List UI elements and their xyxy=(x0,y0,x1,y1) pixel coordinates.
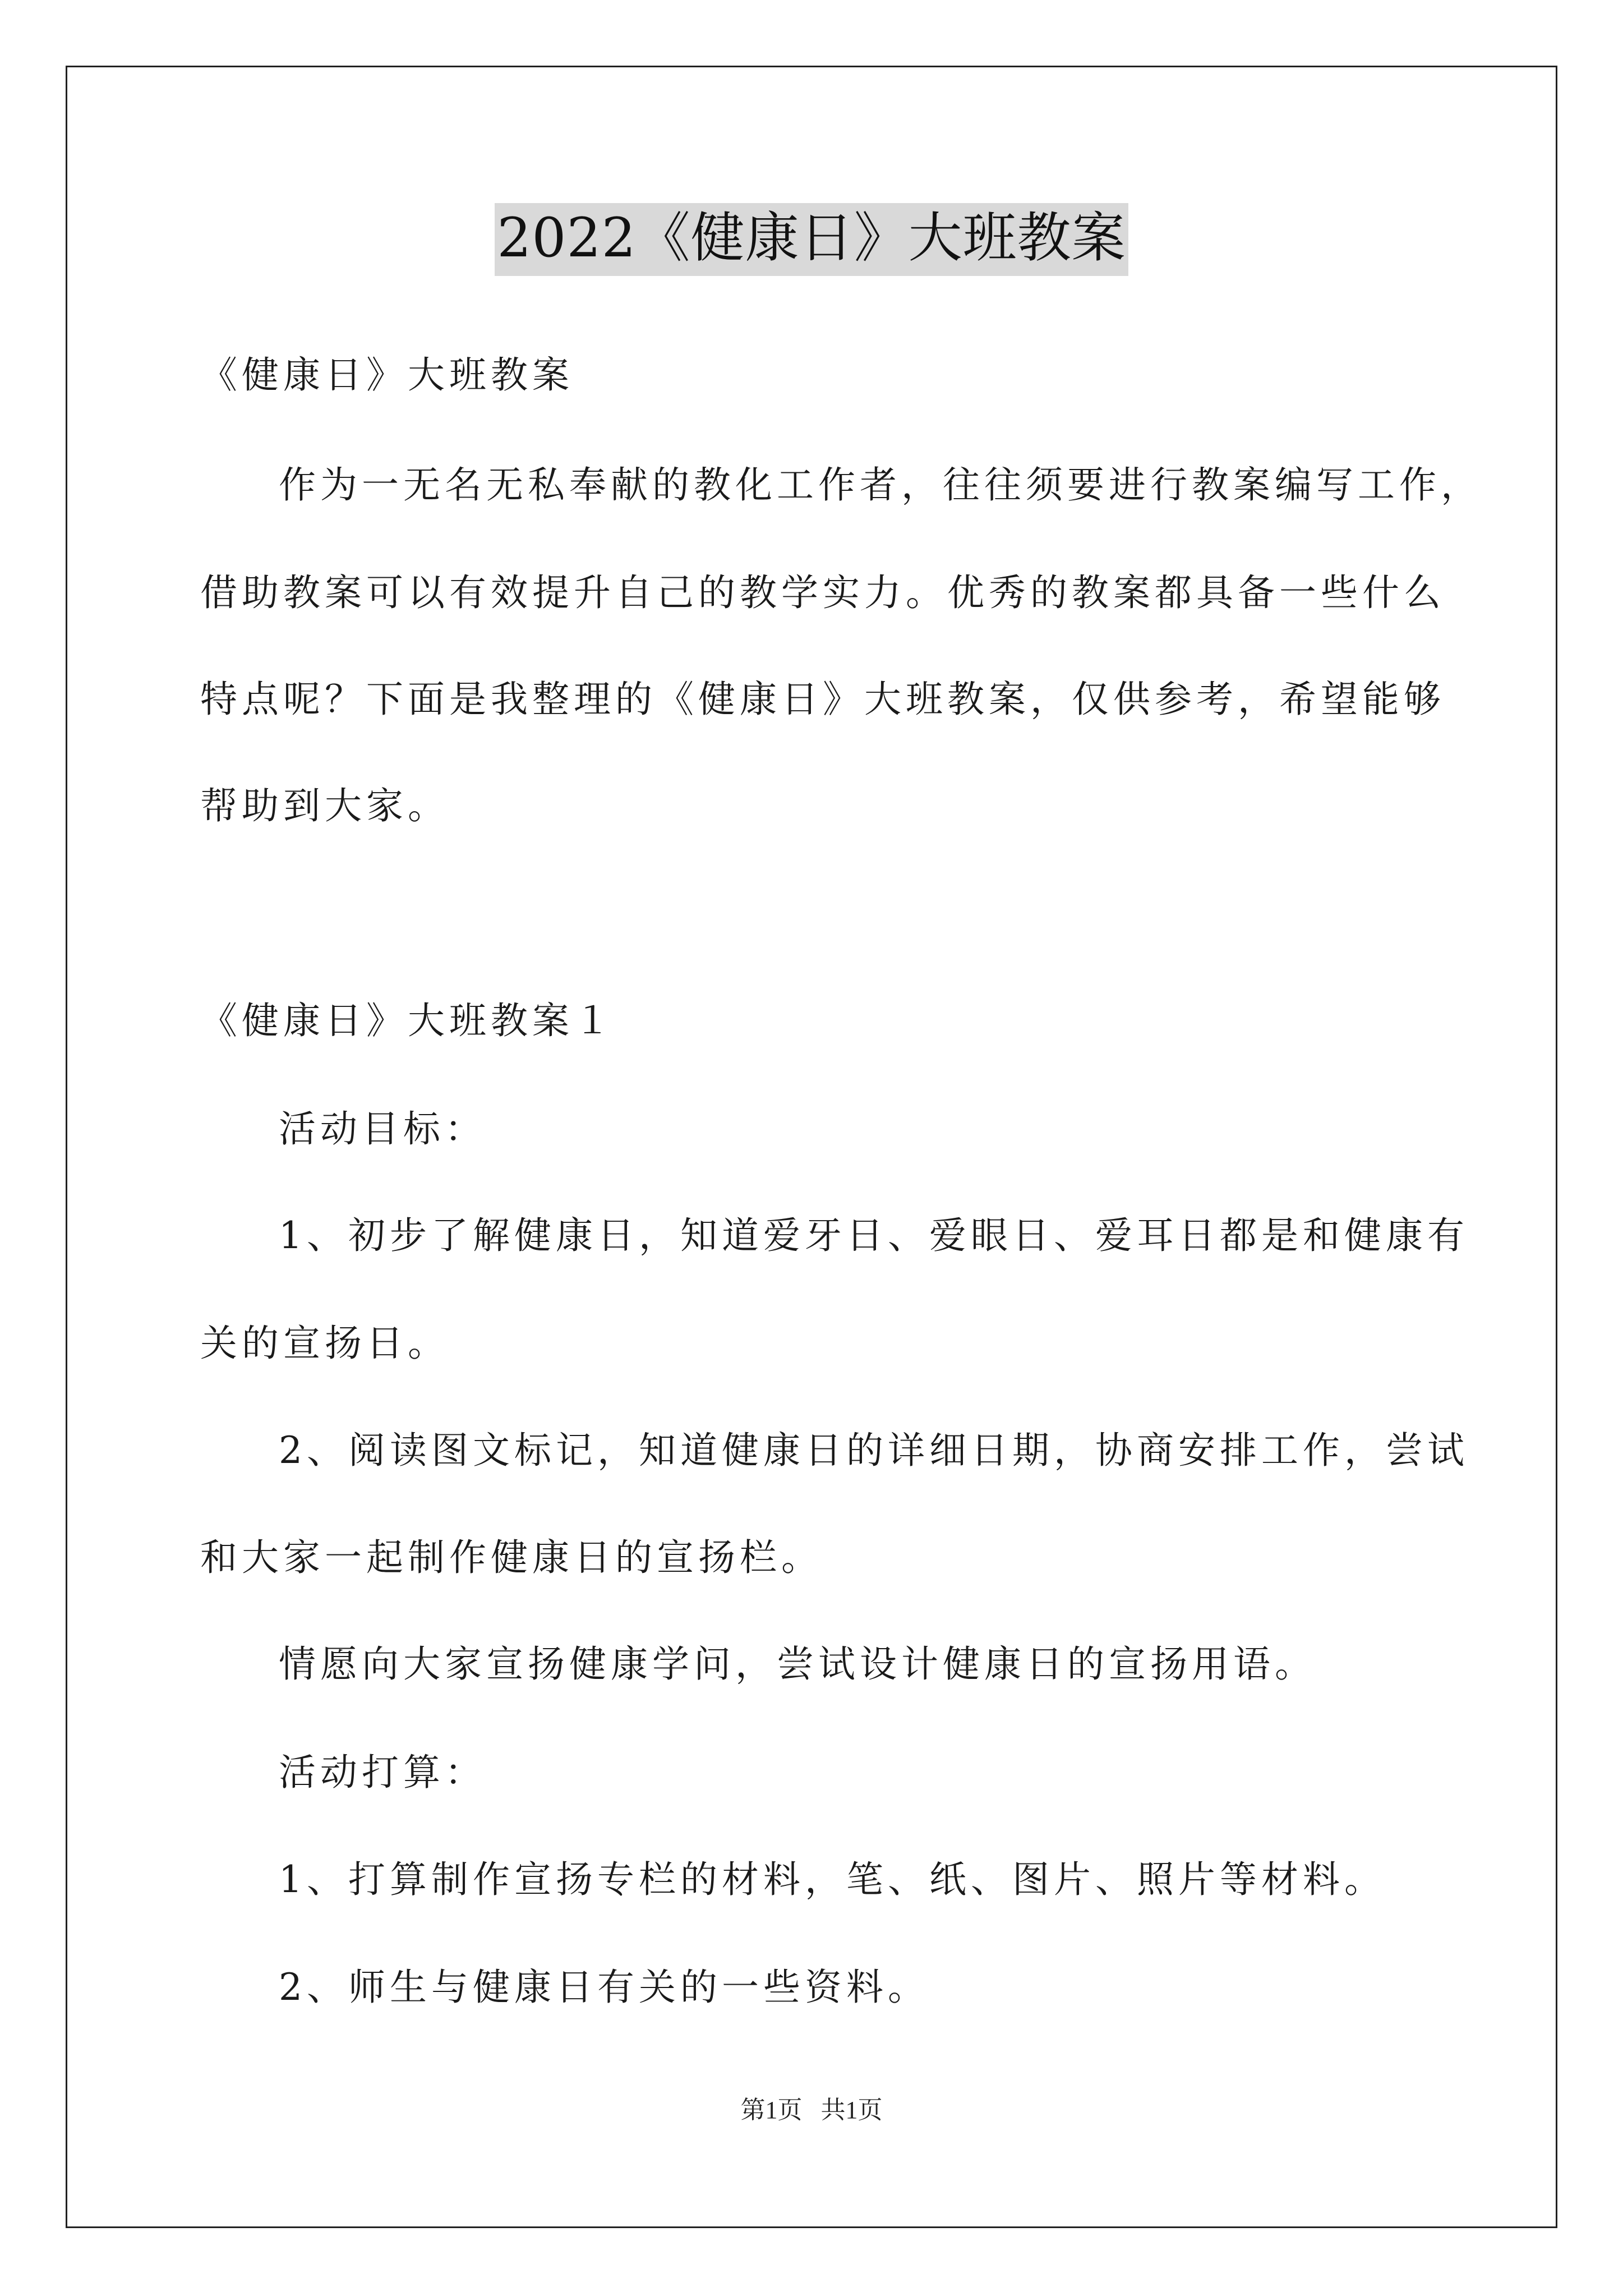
goal-1-line-1: 1、初步了解健康日，知道爱牙日、爱眼日、爱耳日都是和健康有 xyxy=(279,1214,1469,1257)
document-title: 2022《健康日》大班教案 xyxy=(495,203,1128,276)
title-container xyxy=(0,203,1623,276)
prep-heading: 活动打算： xyxy=(279,1751,486,1794)
intro-line-3: 特点呢？下面是我整理的《健康日》大班教案，仅供参考，希望能够 xyxy=(200,678,1445,721)
prep-item-1: 1、打算制作宣扬专栏的材料，笔、纸、图片、照片等材料。 xyxy=(279,1858,1386,1901)
page-number-footer: 第1页 共1页 xyxy=(740,2096,883,2124)
goal-3: 情愿向大家宣扬健康学问，尝试设计健康日的宣扬用语。 xyxy=(279,1642,1316,1686)
goals-heading: 活动目标： xyxy=(279,1107,486,1151)
intro-line-1: 作为一无名无私奉献的教化工作者，往往须要进行教案编写工作， xyxy=(279,463,1482,507)
subtitle: 《健康日》大班教案 xyxy=(200,353,574,397)
intro-line-4: 帮助到大家。 xyxy=(200,784,449,827)
section-heading: 《健康日》大班教案１ xyxy=(200,999,615,1042)
prep-item-2: 2、师生与健康日有关的一些资料。 xyxy=(279,1966,929,2009)
goal-2-line-1: 2、阅读图文标记，知道健康日的详细日期，协商安排工作，尝试 xyxy=(279,1429,1469,1472)
intro-line-2: 借助教案可以有效提升自己的教学实力。优秀的教案都具备一些什么 xyxy=(200,571,1445,614)
goal-1-line-2: 关的宣扬日。 xyxy=(200,1322,449,1365)
goal-2-line-2: 和大家一起制作健康日的宣扬栏。 xyxy=(200,1536,823,1579)
